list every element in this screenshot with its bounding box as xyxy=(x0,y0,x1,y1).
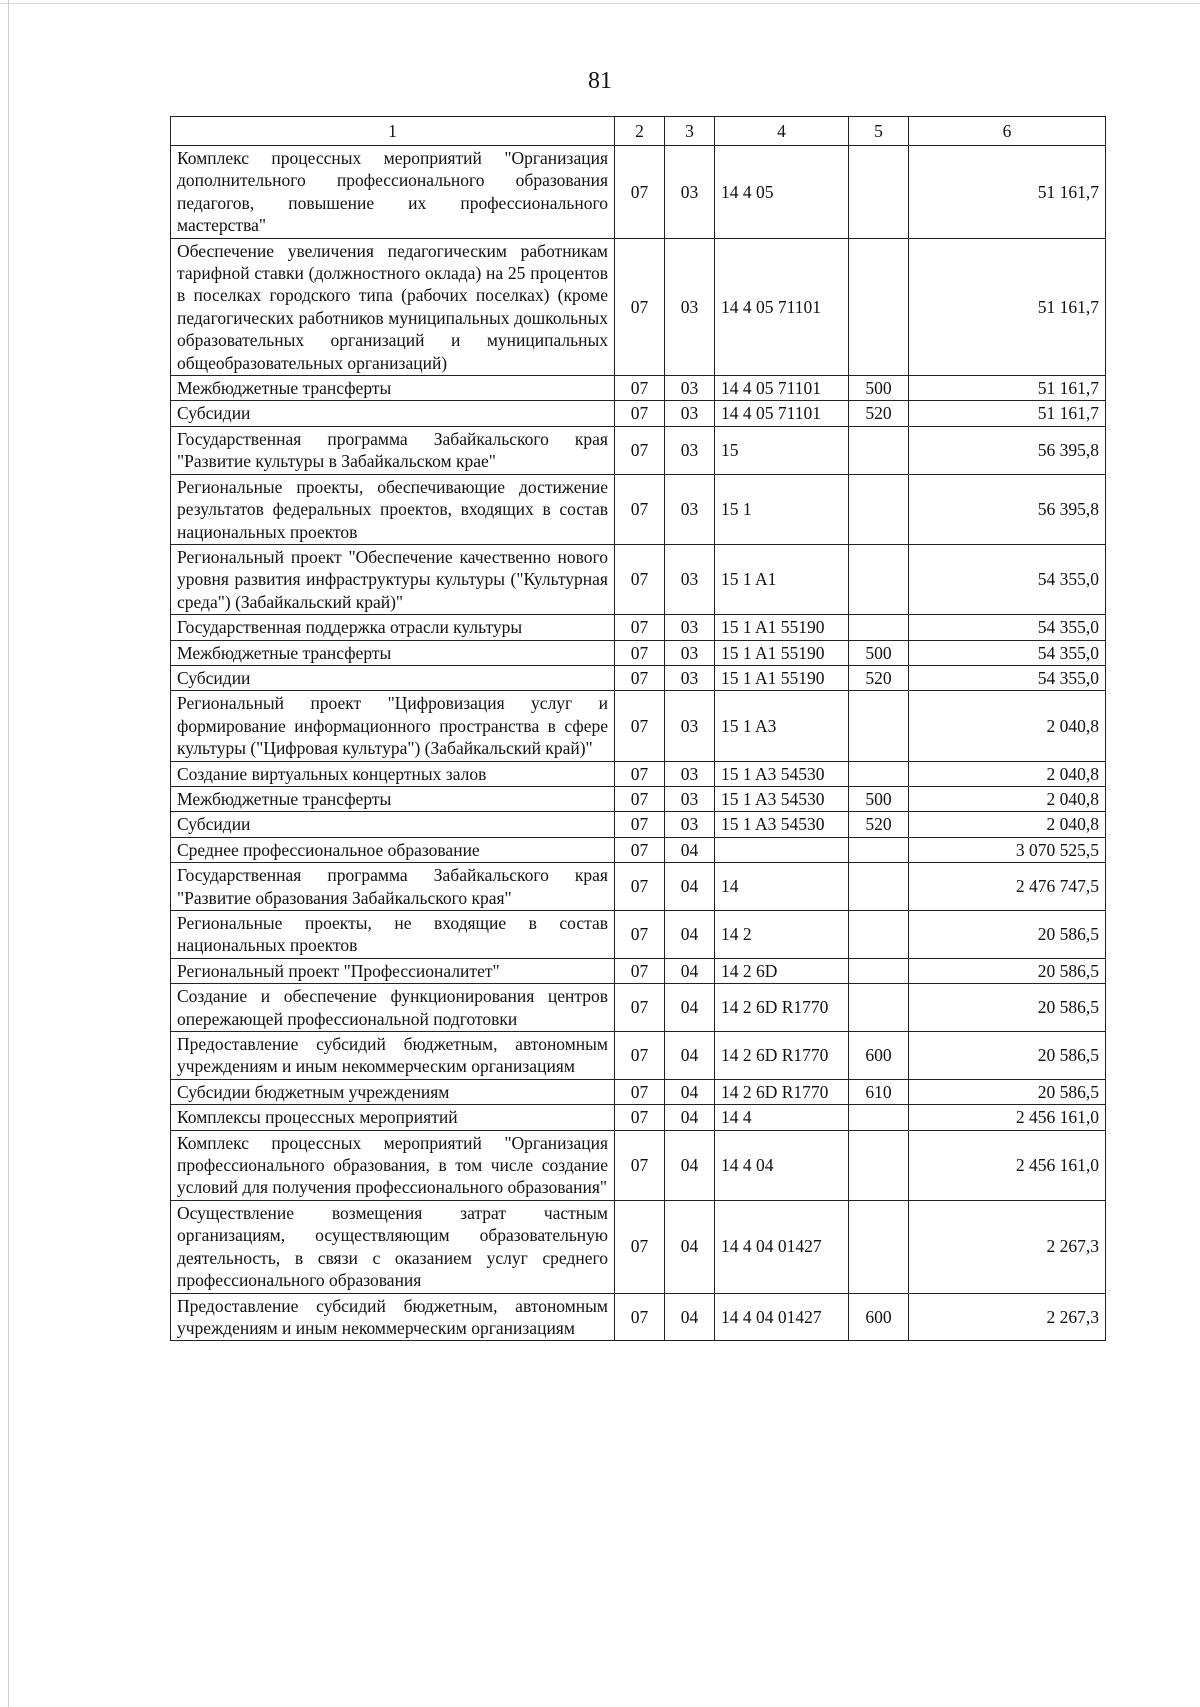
subsection-code-cell: 03 xyxy=(665,615,715,640)
expense-type-cell: 520 xyxy=(849,812,909,837)
subsection-code-cell: 03 xyxy=(665,376,715,401)
expense-type-cell xyxy=(849,238,909,375)
subsection-code-cell: 04 xyxy=(665,1200,715,1293)
row-name-cell: Создание и обеспечение функционирования центров опережающей профессиональной подготовки xyxy=(171,984,615,1032)
amount-cell: 20 586,5 xyxy=(909,1032,1106,1080)
target-article-cell xyxy=(715,837,849,862)
amount-cell: 2 040,8 xyxy=(909,786,1106,811)
target-article-cell: 14 4 05 xyxy=(715,146,849,239)
table-row xyxy=(171,812,1106,837)
subsection-code-cell: 04 xyxy=(665,1032,715,1080)
subsection-code-cell: 03 xyxy=(665,691,715,761)
row-name-cell: Среднее профессиональное образование xyxy=(171,837,615,862)
target-article-cell: 14 2 6D R1770 xyxy=(715,1079,849,1104)
row-name-cell: Субсидии xyxy=(171,812,615,837)
expense-type-cell xyxy=(849,426,909,474)
row-name-cell: Межбюджетные трансферты xyxy=(171,786,615,811)
target-article-cell: 14 xyxy=(715,863,849,911)
section-code-cell: 07 xyxy=(615,376,665,401)
budget-table xyxy=(170,116,1106,1341)
table-row xyxy=(171,958,1106,983)
section-code-cell: 07 xyxy=(615,665,665,690)
target-article-cell: 14 4 04 01427 xyxy=(715,1293,849,1341)
table-row xyxy=(171,1200,1106,1293)
col-header-3: 3 xyxy=(665,117,715,146)
target-article-cell: 14 2 6D xyxy=(715,958,849,983)
table-row xyxy=(171,426,1106,474)
subsection-code-cell: 04 xyxy=(665,1130,715,1200)
table-row xyxy=(171,786,1106,811)
table-row xyxy=(171,146,1106,239)
expense-type-cell xyxy=(849,474,909,544)
table-row xyxy=(171,1293,1106,1341)
expense-type-cell xyxy=(849,958,909,983)
table-row xyxy=(171,640,1106,665)
section-code-cell: 07 xyxy=(615,691,665,761)
amount-cell: 3 070 525,5 xyxy=(909,837,1106,862)
amount-cell: 51 161,7 xyxy=(909,238,1106,375)
row-name-cell: Комплексы процессных мероприятий xyxy=(171,1105,615,1130)
row-name-cell: Региональные проекты, не входящие в состав национальных проектов xyxy=(171,911,615,959)
section-code-cell: 07 xyxy=(615,238,665,375)
section-code-cell: 07 xyxy=(615,146,665,239)
target-article-cell: 14 4 05 71101 xyxy=(715,238,849,375)
target-article-cell: 14 2 xyxy=(715,911,849,959)
amount-cell: 2 040,8 xyxy=(909,691,1106,761)
row-name-cell: Государственная поддержка отрасли культуры xyxy=(171,615,615,640)
amount-cell: 2 456 161,0 xyxy=(909,1105,1106,1130)
row-name-cell: Государственная программа Забайкальского края "Развитие культуры в Забайкальском крае" xyxy=(171,426,615,474)
expense-type-cell xyxy=(849,837,909,862)
row-name-cell: Межбюджетные трансферты xyxy=(171,376,615,401)
col-header-6: 6 xyxy=(909,117,1106,146)
row-name-cell: Межбюджетные трансферты xyxy=(171,640,615,665)
target-article-cell: 14 2 6D R1770 xyxy=(715,984,849,1032)
table-row xyxy=(171,615,1106,640)
subsection-code-cell: 04 xyxy=(665,1293,715,1341)
section-code-cell: 07 xyxy=(615,911,665,959)
scan-edge-left xyxy=(8,0,9,1707)
subsection-code-cell: 03 xyxy=(665,238,715,375)
row-name-cell: Создание виртуальных концертных залов xyxy=(171,761,615,786)
table-row xyxy=(171,984,1106,1032)
subsection-code-cell: 04 xyxy=(665,863,715,911)
target-article-cell: 15 1 A1 xyxy=(715,544,849,614)
col-header-5: 5 xyxy=(849,117,909,146)
section-code-cell: 07 xyxy=(615,474,665,544)
subsection-code-cell: 03 xyxy=(665,665,715,690)
target-article-cell: 15 1 A1 55190 xyxy=(715,615,849,640)
expense-type-cell xyxy=(849,863,909,911)
scan-edge-top xyxy=(0,3,1200,4)
row-name-cell: Региональные проекты, обеспечивающие достижение результатов федеральных проектов, входящих в состав национальных проектов xyxy=(171,474,615,544)
section-code-cell: 07 xyxy=(615,640,665,665)
subsection-code-cell: 04 xyxy=(665,984,715,1032)
row-name-cell: Субсидии бюджетным учреждениям xyxy=(171,1079,615,1104)
expense-type-cell xyxy=(849,911,909,959)
table-row xyxy=(171,474,1106,544)
subsection-code-cell: 03 xyxy=(665,812,715,837)
header-row xyxy=(171,117,1106,146)
col-header-2: 2 xyxy=(615,117,665,146)
section-code-cell: 07 xyxy=(615,1032,665,1080)
amount-cell: 20 586,5 xyxy=(909,1079,1106,1104)
target-article-cell: 15 xyxy=(715,426,849,474)
target-article-cell: 14 4 04 xyxy=(715,1130,849,1200)
expense-type-cell: 600 xyxy=(849,1032,909,1080)
subsection-code-cell: 03 xyxy=(665,761,715,786)
row-name-cell: Региональный проект "Обеспечение качественно нового уровня развития инфраструктуры культуры ("Культурная среда") (Забайкальский край)" xyxy=(171,544,615,614)
subsection-code-cell: 03 xyxy=(665,401,715,426)
amount-cell: 2 040,8 xyxy=(909,812,1106,837)
table-row xyxy=(171,544,1106,614)
amount-cell: 2 456 161,0 xyxy=(909,1130,1106,1200)
subsection-code-cell: 03 xyxy=(665,474,715,544)
target-article-cell: 14 4 xyxy=(715,1105,849,1130)
expense-type-cell: 500 xyxy=(849,640,909,665)
amount-cell: 20 586,5 xyxy=(909,911,1106,959)
table-row xyxy=(171,911,1106,959)
row-name-cell: Комплекс процессных мероприятий "Организация профессионального образования, в том числе создание условий для получения профессионального образования" xyxy=(171,1130,615,1200)
subsection-code-cell: 04 xyxy=(665,1105,715,1130)
amount-cell: 20 586,5 xyxy=(909,984,1106,1032)
amount-cell: 54 355,0 xyxy=(909,665,1106,690)
section-code-cell: 07 xyxy=(615,426,665,474)
section-code-cell: 07 xyxy=(615,544,665,614)
section-code-cell: 07 xyxy=(615,812,665,837)
expense-type-cell xyxy=(849,761,909,786)
table-row xyxy=(171,691,1106,761)
table-row xyxy=(171,863,1106,911)
section-code-cell: 07 xyxy=(615,837,665,862)
expense-type-cell: 600 xyxy=(849,1293,909,1341)
expense-type-cell xyxy=(849,544,909,614)
table-row xyxy=(171,1079,1106,1104)
target-article-cell: 15 1 A3 54530 xyxy=(715,812,849,837)
table-row xyxy=(171,401,1106,426)
subsection-code-cell: 03 xyxy=(665,640,715,665)
section-code-cell: 07 xyxy=(615,1105,665,1130)
expense-type-cell: 500 xyxy=(849,376,909,401)
amount-cell: 56 395,8 xyxy=(909,426,1106,474)
table-row xyxy=(171,665,1106,690)
amount-cell: 51 161,7 xyxy=(909,146,1106,239)
row-name-cell: Субсидии xyxy=(171,665,615,690)
row-name-cell: Осуществление возмещения затрат частным организациям, осуществляющим образовательную деятельность, в связи с оказанием услуг среднего профессионального образования xyxy=(171,1200,615,1293)
table-row xyxy=(171,761,1106,786)
target-article-cell: 15 1 A3 xyxy=(715,691,849,761)
subsection-code-cell: 04 xyxy=(665,1079,715,1104)
target-article-cell: 14 4 04 01427 xyxy=(715,1200,849,1293)
subsection-code-cell: 03 xyxy=(665,426,715,474)
expense-type-cell xyxy=(849,1105,909,1130)
section-code-cell: 07 xyxy=(615,1293,665,1341)
subsection-code-cell: 04 xyxy=(665,837,715,862)
table-body xyxy=(171,146,1106,1341)
row-name-cell: Комплекс процессных мероприятий "Организация дополнительного профессионального образования педагогов, повышение их профессионального мастерства" xyxy=(171,146,615,239)
amount-cell: 54 355,0 xyxy=(909,640,1106,665)
target-article-cell: 14 2 6D R1770 xyxy=(715,1032,849,1080)
expense-type-cell xyxy=(849,1130,909,1200)
section-code-cell: 07 xyxy=(615,615,665,640)
table-row xyxy=(171,1130,1106,1200)
row-name-cell: Субсидии xyxy=(171,401,615,426)
col-header-4: 4 xyxy=(715,117,849,146)
row-name-cell: Региональный проект "Профессионалитет" xyxy=(171,958,615,983)
row-name-cell: Региональный проект "Цифровизация услуг и формирование информационного пространства в сфере культуры ("Цифровая культура") (Забайкальский край)" xyxy=(171,691,615,761)
amount-cell: 56 395,8 xyxy=(909,474,1106,544)
table-row xyxy=(171,1105,1106,1130)
amount-cell: 2 267,3 xyxy=(909,1200,1106,1293)
subsection-code-cell: 03 xyxy=(665,786,715,811)
target-article-cell: 15 1 A1 55190 xyxy=(715,640,849,665)
amount-cell: 2 476 747,5 xyxy=(909,863,1106,911)
table-row xyxy=(171,1032,1106,1080)
section-code-cell: 07 xyxy=(615,958,665,983)
expense-type-cell: 520 xyxy=(849,665,909,690)
amount-cell: 20 586,5 xyxy=(909,958,1106,983)
table-row xyxy=(171,376,1106,401)
col-header-1: 1 xyxy=(171,117,615,146)
expense-type-cell: 500 xyxy=(849,786,909,811)
amount-cell: 54 355,0 xyxy=(909,544,1106,614)
expense-type-cell xyxy=(849,1200,909,1293)
subsection-code-cell: 04 xyxy=(665,958,715,983)
subsection-code-cell: 03 xyxy=(665,146,715,239)
amount-cell: 51 161,7 xyxy=(909,376,1106,401)
target-article-cell: 14 4 05 71101 xyxy=(715,401,849,426)
section-code-cell: 07 xyxy=(615,984,665,1032)
row-name-cell: Обеспечение увеличения педагогическим работникам тарифной ставки (должностного оклада) на 25 процентов в поселках городского типа (рабочих поселках) (кроме педагогических работников муниципальных дошкольных образовательных организаций и муниципальных общеобразовательных организаций) xyxy=(171,238,615,375)
target-article-cell: 15 1 xyxy=(715,474,849,544)
expense-type-cell xyxy=(849,146,909,239)
target-article-cell: 15 1 A3 54530 xyxy=(715,761,849,786)
row-name-cell: Предоставление субсидий бюджетным, автономным учреждениям и иным некоммерческим организациям xyxy=(171,1032,615,1080)
target-article-cell: 15 1 A3 54530 xyxy=(715,786,849,811)
subsection-code-cell: 03 xyxy=(665,544,715,614)
amount-cell: 54 355,0 xyxy=(909,615,1106,640)
page-number: 81 xyxy=(588,68,612,94)
amount-cell: 2 267,3 xyxy=(909,1293,1106,1341)
target-article-cell: 14 4 05 71101 xyxy=(715,376,849,401)
row-name-cell: Государственная программа Забайкальского края "Развитие образования Забайкальского края" xyxy=(171,863,615,911)
subsection-code-cell: 04 xyxy=(665,911,715,959)
section-code-cell: 07 xyxy=(615,1200,665,1293)
expense-type-cell xyxy=(849,984,909,1032)
section-code-cell: 07 xyxy=(615,1130,665,1200)
section-code-cell: 07 xyxy=(615,786,665,811)
row-name-cell: Предоставление субсидий бюджетным, автономным учреждениям и иным некоммерческим организациям xyxy=(171,1293,615,1341)
section-code-cell: 07 xyxy=(615,401,665,426)
expense-type-cell: 520 xyxy=(849,401,909,426)
section-code-cell: 07 xyxy=(615,761,665,786)
table-row xyxy=(171,837,1106,862)
target-article-cell: 15 1 A1 55190 xyxy=(715,665,849,690)
expense-type-cell xyxy=(849,615,909,640)
expense-type-cell: 610 xyxy=(849,1079,909,1104)
expense-type-cell xyxy=(849,691,909,761)
section-code-cell: 07 xyxy=(615,1079,665,1104)
amount-cell: 51 161,7 xyxy=(909,401,1106,426)
section-code-cell: 07 xyxy=(615,863,665,911)
table-row xyxy=(171,238,1106,375)
amount-cell: 2 040,8 xyxy=(909,761,1106,786)
